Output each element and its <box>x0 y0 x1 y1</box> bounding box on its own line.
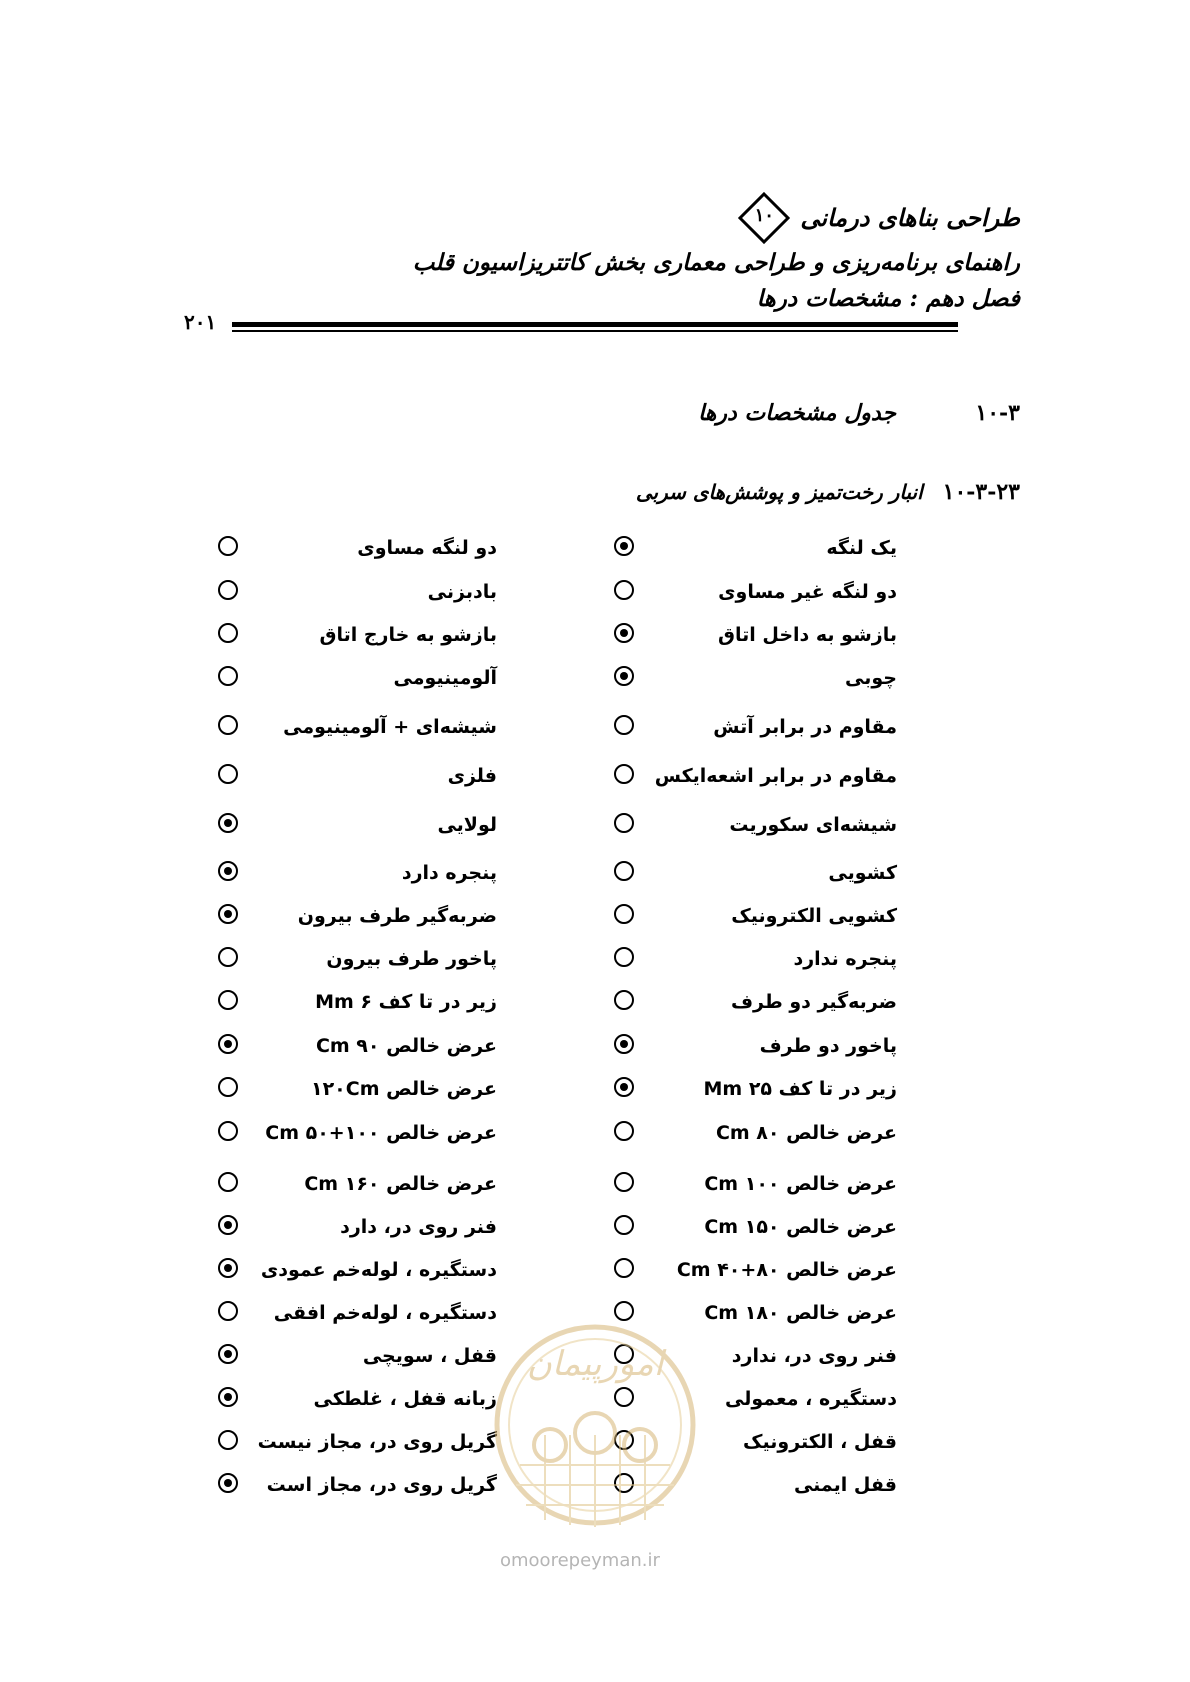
table-row <box>0 1115 1190 1151</box>
option-radio[interactable] <box>218 1258 238 1278</box>
option-label: فنر روی در، ندارد <box>731 1345 897 1367</box>
table-row <box>0 617 1190 653</box>
table-row <box>0 660 1190 696</box>
option-radio[interactable] <box>614 764 634 784</box>
chapter-title: فصل دهم : مشخصات درها <box>756 285 1020 312</box>
section-title: جدول مشخصات درها <box>698 400 896 426</box>
option-label: ضربه‌گیر دو طرف <box>730 991 897 1013</box>
table-row <box>0 758 1190 794</box>
table-row <box>0 1071 1190 1107</box>
page-header <box>220 192 1020 316</box>
option-radio[interactable] <box>218 1473 238 1493</box>
radio-dot <box>620 672 628 680</box>
option-label: زبانه قفل ، غلطکی <box>313 1388 497 1410</box>
table-row <box>0 1166 1190 1202</box>
option-label: پنجره ندارد <box>793 948 897 970</box>
option-radio[interactable] <box>218 990 238 1010</box>
option-label: شیشه‌ای سکوریت <box>729 814 897 836</box>
option-label: قفل ، الکترونیک <box>743 1431 897 1453</box>
option-label: عرض خالص Cm ۹۰ <box>315 1035 497 1057</box>
option-label: دستگیره ، لوله‌خم افقی <box>273 1302 497 1324</box>
option-label: دو لنگه مساوی <box>357 537 497 559</box>
rule-thick <box>232 322 958 327</box>
option-label: زیر در تا کف Mm ۲۵ <box>703 1078 897 1100</box>
option-label: عرض خالص ۱۲۰Cm <box>310 1078 497 1100</box>
subsection-number: ۱۰-۳-۲۳ <box>942 479 1020 505</box>
option-radio[interactable] <box>614 1077 634 1097</box>
option-label: بازشو به خارج اتاق <box>319 624 497 646</box>
option-label: عرض خالص Cm ۴۰+۸۰ <box>676 1259 897 1281</box>
option-radio[interactable] <box>614 580 634 600</box>
option-label: عرض خالص Cm ۸۰ <box>715 1122 897 1144</box>
option-label: کشویی الکترونیک <box>731 905 897 927</box>
option-label: گریل روی در، مجاز نیست <box>257 1431 497 1453</box>
table-row <box>0 941 1190 977</box>
option-radio[interactable] <box>614 990 634 1010</box>
option-label: گریل روی در، مجاز است <box>266 1474 497 1496</box>
option-radio[interactable] <box>614 1172 634 1192</box>
table-row <box>0 1028 1190 1064</box>
option-label: بادبزنی <box>427 581 497 603</box>
option-radio[interactable] <box>218 715 238 735</box>
option-label: عرض خالص Cm ۵۰+۱۰۰ <box>265 1122 497 1144</box>
table-row <box>0 1209 1190 1245</box>
option-radio[interactable] <box>218 536 238 556</box>
option-label: عرض خالص Cm ۱۵۰ <box>704 1216 897 1238</box>
option-radio[interactable] <box>614 1121 634 1141</box>
option-radio[interactable] <box>614 904 634 924</box>
radio-dot <box>224 910 232 918</box>
option-label: دو لنگه غیر مساوی <box>718 581 897 603</box>
option-label: فلزی <box>447 765 497 787</box>
table-row <box>0 530 1190 566</box>
page-number: ۲۰۱ <box>184 310 217 334</box>
option-radio[interactable] <box>218 813 238 833</box>
option-label: فنر روی در، دارد <box>340 1216 497 1238</box>
book-subtitle: راهنمای برنامه‌ریزی و طراحی معماری بخش کاتتریزاسیون قلب <box>412 249 1020 276</box>
option-label: پاخور طرف بیرون <box>326 948 497 970</box>
option-radio[interactable] <box>218 580 238 600</box>
option-radio[interactable] <box>218 904 238 924</box>
option-radio[interactable] <box>218 1077 238 1097</box>
radio-dot <box>224 1393 232 1401</box>
option-label: عرض خالص Cm ۱۸۰ <box>704 1302 897 1324</box>
option-label: کشویی <box>828 862 897 884</box>
radio-dot <box>224 1479 232 1487</box>
table-row <box>0 1252 1190 1288</box>
table-row <box>0 984 1190 1020</box>
radio-dot <box>224 819 232 827</box>
option-radio[interactable] <box>218 1344 238 1364</box>
option-radio[interactable] <box>218 1301 238 1321</box>
option-radio[interactable] <box>218 623 238 643</box>
option-label: شیشه‌ای + آلومینیومی <box>283 716 497 738</box>
option-radio[interactable] <box>614 536 634 556</box>
radio-dot <box>620 1040 628 1048</box>
option-label: یک لنگه <box>826 537 897 559</box>
option-radio[interactable] <box>218 861 238 881</box>
watermark-url: omoorepeyman.ir <box>500 1550 660 1571</box>
option-radio[interactable] <box>218 1034 238 1054</box>
table-row <box>0 807 1190 843</box>
option-radio[interactable] <box>218 947 238 967</box>
chapter-badge <box>738 192 790 244</box>
option-radio[interactable] <box>614 1258 634 1278</box>
radio-dot <box>224 867 232 875</box>
option-radio[interactable] <box>614 1034 634 1054</box>
table-row <box>0 574 1190 610</box>
option-label: دستگیره ، لوله‌خم عمودی <box>260 1259 497 1281</box>
radio-dot <box>224 1264 232 1272</box>
table-row <box>0 709 1190 745</box>
option-radio[interactable] <box>218 1215 238 1235</box>
header-title-line <box>220 192 1020 244</box>
option-radio[interactable] <box>614 715 634 735</box>
watermark-logo <box>490 1315 700 1535</box>
option-radio[interactable] <box>614 1215 634 1235</box>
option-radio[interactable] <box>218 764 238 784</box>
section-heading <box>698 400 1020 426</box>
option-label: عرض خالص Cm ۱۰۰ <box>704 1173 897 1195</box>
option-radio[interactable] <box>614 861 634 881</box>
rule-thin <box>232 330 958 332</box>
option-radio[interactable] <box>614 813 634 833</box>
option-radio[interactable] <box>218 1387 238 1407</box>
option-label: پنجره دارد <box>401 862 497 884</box>
option-radio[interactable] <box>218 1121 238 1141</box>
radio-dot <box>620 1083 628 1091</box>
option-label: ضربه‌گیر طرف بیرون <box>297 905 497 927</box>
option-label: قفل ایمنی <box>793 1474 897 1496</box>
option-radio[interactable] <box>614 623 634 643</box>
option-label: مقاوم در برابر آتش <box>713 716 897 738</box>
radio-dot <box>620 629 628 637</box>
option-radio[interactable] <box>218 666 238 686</box>
table-row <box>0 855 1190 891</box>
subsection-heading <box>636 479 1020 505</box>
radio-dot <box>224 1350 232 1358</box>
radio-dot <box>224 1040 232 1048</box>
header-rule <box>232 322 958 332</box>
chapter-number: ۱۰ <box>754 205 774 226</box>
option-label: بازشو به داخل اتاق <box>718 624 897 646</box>
radio-dot <box>620 542 628 550</box>
option-radio[interactable] <box>218 1430 238 1450</box>
option-label: لولایی <box>437 814 497 836</box>
subsection-title: انبار رخت‌تمیز و پوشش‌های سربی <box>635 480 923 504</box>
option-label: پاخور دو طرف <box>759 1035 897 1057</box>
option-label: چوبی <box>845 667 897 689</box>
book-title: طراحی بناهای درمانی <box>800 203 1020 232</box>
option-label: قفل ، سویچی <box>362 1345 497 1367</box>
option-radio[interactable] <box>614 947 634 967</box>
option-label: مقاوم در برابر اشعه‌ایکس <box>654 765 897 787</box>
svg-text:امورپیمان: امورپیمان <box>526 1344 664 1384</box>
option-radio[interactable] <box>614 666 634 686</box>
option-radio[interactable] <box>218 1172 238 1192</box>
radio-dot <box>224 1221 232 1229</box>
option-label: دستگیره ، معمولی <box>725 1388 897 1410</box>
option-label: عرض خالص Cm ۱۶۰ <box>304 1173 497 1195</box>
table-row <box>0 898 1190 934</box>
section-number: ۱۰-۳ <box>975 400 1020 426</box>
option-label: زیر در تا کف Mm ۶ <box>315 991 497 1013</box>
option-label: آلومینیومی <box>393 667 497 689</box>
